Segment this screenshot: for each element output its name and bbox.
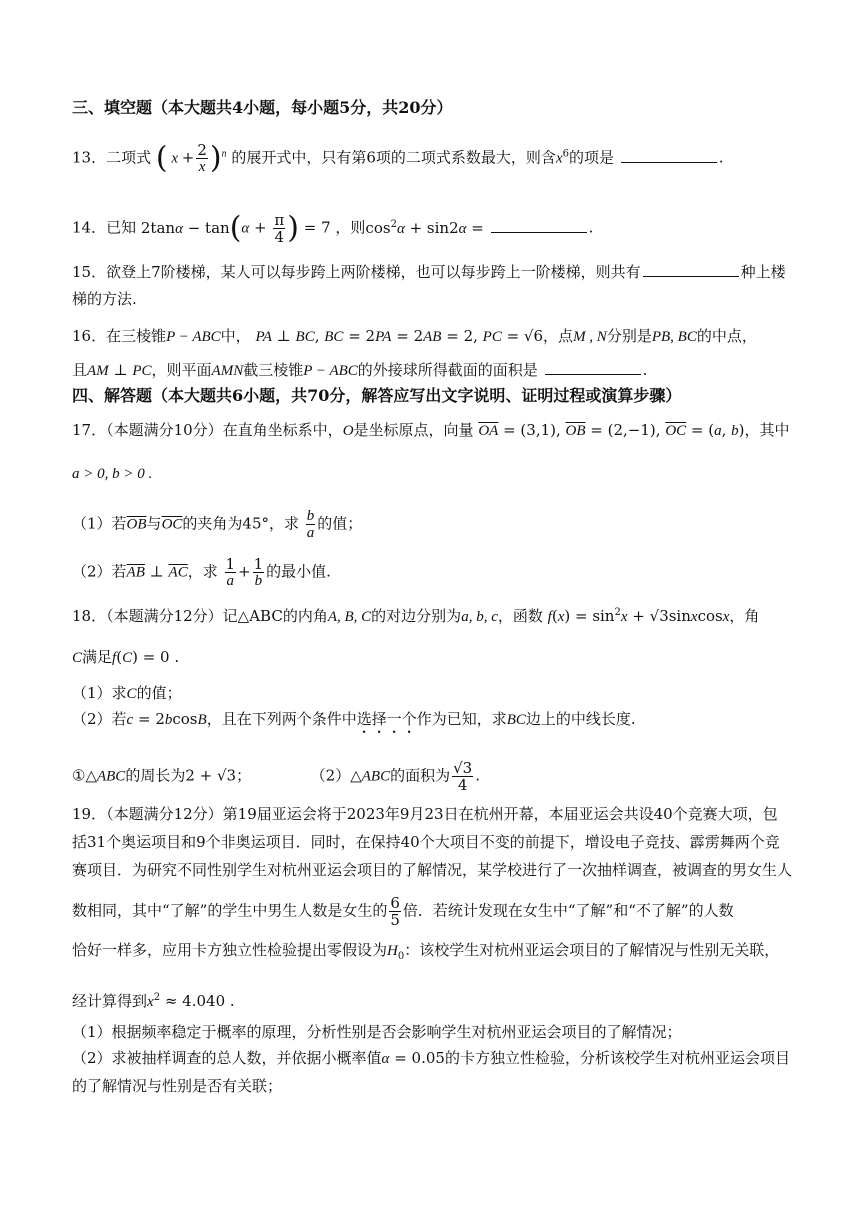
question-18-part2: （2）若c = 2bcosB，且在下列两个条件中选择一个作为已知，求BC边上的中线长度. xyxy=(72,710,636,728)
question-19-part1: （1）根据频率稳定于概率的原理，分析性别是否会影响学生对杭州亚运会项目的了解情况； xyxy=(72,1023,682,1041)
question-17-condition: a > 0, b > 0 . xyxy=(72,466,153,482)
answer-blank-16[interactable] xyxy=(545,360,641,375)
answer-blank-13[interactable] xyxy=(621,148,717,163)
question-18-part1: （1）求C的值； xyxy=(72,684,182,702)
question-13: 13．二项式 ( x + $\frac{2}{x}$ )$^n$ 的展开式中，只有第6项的二项式系数最大，则含$x^6$的项是 . xyxy=(72,140,724,176)
question-19-line5: 恰好一样多，应用卡方独立性检验提出零假设为$H_0$：该校学生对杭州亚运会项目的了解情况与性别无关联， xyxy=(72,941,780,962)
question-18-conditions: ①△ABC的周长为2 + √3； （2）△ABC的面积为 $\frac{√3}{4}$ . xyxy=(72,759,481,794)
question-16-line1: 16．在三棱锥P − ABC中， PA ⊥ BC, BC = 2PA = 2AB = 2, PC = √6，点M , N分别是PB, BC的中点， xyxy=(72,327,757,345)
question-16-line2: 且AM ⊥ PC，则平面AMN截三棱锥P − ABC的外接球所得截面的面积是 . xyxy=(72,361,648,379)
question-18-intro: 18．（本题满分12分）记△ABC的内角A, B, C的对边分别为a, b, c，函数 $f(x) = \sin^2x$ + √3sinxcosx，角 xyxy=(72,607,760,625)
question-15-line2: 梯的方法. xyxy=(72,290,137,308)
question-17-part2: （2）若$\overline{AB}$ ⊥ $\overline{AC}$，求 $\frac{1}{a}$ + $\frac{1}{b}$ 的最小值. xyxy=(72,555,331,589)
question-15-line1: 15．欲登上7阶楼梯，某人可以每步跨上两阶楼梯，也可以每步跨上一阶楼梯，则共有 种上楼 xyxy=(72,263,786,281)
question-19-line2: 括31个奥运项目和9个非奥运项目．同时，在保持40个大项目不变的前提下，增设电子竞技、霹雳舞两个竞 xyxy=(72,833,780,851)
question-19-part2-cont: 的了解情况与性别是否有关联； xyxy=(72,1077,283,1095)
question-19-line1: 19．（本题满分12分）第19届亚运会将于2023年9月23日在杭州开幕，本届亚运会共设40个竞赛大项，包 xyxy=(72,805,778,823)
question-19-part2: （2）求被抽样调查的总人数，并依据小概率值α = 0.05的卡方独立性检验，分析该校学生对杭州亚运会项目 xyxy=(72,1049,790,1067)
question-17-part1: （1）若$\overline{OB}$与$\overline{OC}$的夹角为45°，求 $\frac{b}{a}$ 的值； xyxy=(72,508,363,541)
question-17-intro: 17．（本题满分10分）在直角坐标系中，O是坐标原点，向量 $\overline{OA} = (3,1)$, $\overline{OB} = (2,-1)$, $\overline{OC} = (a$, b)，其中 xyxy=(72,421,790,439)
question-18-line2: C满足f(C) = 0 . xyxy=(72,648,180,666)
answer-blank-14[interactable] xyxy=(491,218,587,233)
section4-heading: 四、解答题（本大题共6小题，共70分，解答应写出文字说明、证明过程或演算步骤） xyxy=(72,386,682,405)
question-14: 14．已知 2tanα − tan(α + $\frac{\pi}{4}$ ) = 7 ，则$\cos^2\alpha + \sin 2\alpha$ = . xyxy=(72,210,594,246)
section3-heading: 三、填空题（本大题共4小题，每小题5分，共20分） xyxy=(72,98,453,117)
question-19-line6: 经计算得到$x^2 \approx 4.040$ . xyxy=(72,992,235,1010)
question-19-line4: 数相同，其中“了解”的学生中男生人数是女生的 $\frac{6}{5}$ 倍．若统计发现在女生中“了解”和“不了解”的人数 xyxy=(72,894,734,929)
question-19-line3: 赛项目．为研究不同性别学生对杭州亚运会项目的了解情况，某学校进行了一次抽样调查，被调查的男女生人 xyxy=(72,861,793,879)
answer-blank-15[interactable] xyxy=(643,262,739,277)
